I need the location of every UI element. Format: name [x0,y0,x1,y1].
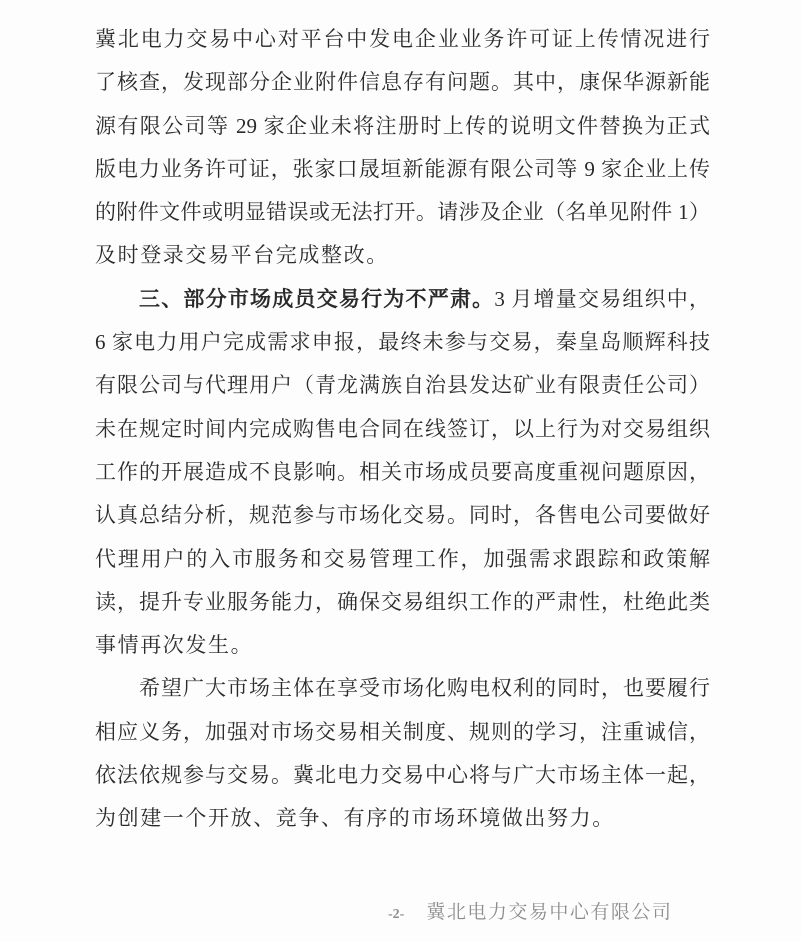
text-line [95,754,710,797]
text-line [95,364,710,407]
text-run: 了核查，发现部分企业附件信息存有问题。其中，康保华源新能 [95,70,710,95]
text-line-paragraph-end [95,624,710,667]
text-run: 依法依规参与交易。冀北电力交易中心将与广大市场主体一起， [95,763,710,788]
text-run: 源有限公司等 29 家企业未将注册时上传的说明文件替换为正式 [95,113,710,138]
text-line [95,18,710,61]
text-run: 版电力业务许可证，张家口晟垣新能源有限公司等 9 家企业上传 [95,156,710,181]
text-run: 希望广大市场主体在享受市场化购电权利的同时，也要履行 [139,676,710,701]
text-line [95,61,710,104]
text-line [95,321,710,364]
page-number: -2- [388,907,405,922]
text-run: 事情再次发生。 [95,633,254,658]
text-line-paragraph-end [95,797,710,840]
page-footer [388,897,672,924]
text-run: 代理用户的入市服务和交易管理工作，加强需求跟踪和政策解 [95,546,710,571]
text-run: 读，提升专业服务能力，确保交易组织工作的严肃性，杜绝此类 [95,589,710,614]
text-line [95,451,710,494]
text-run: 工作的开展造成不良影响。相关市场成员要高度重视问题原因， [95,459,710,484]
text-run: 相应义务，加强对市场交易相关制度、规则的学习，注重诚信， [95,719,710,744]
text-run: 6 家电力用户完成需求申报，最终未参与交易，秦皇岛顺辉科技 [95,330,710,355]
document-body [95,18,710,841]
text-run: 为创建一个开放、竞争、有序的市场环境做出努力。 [95,806,615,831]
text-line [95,408,710,451]
text-line [95,581,710,624]
text-line-paragraph-start [95,667,710,710]
text-run: 有限公司与代理用户（青龙满族自治县发达矿业有限责任公司） [95,373,710,398]
footer-company-name: 冀北电力交易中心有限公司 [426,902,673,923]
text-line [95,494,710,537]
text-run: 的附件文件或明显错误或无法打开。请涉及企业（名单见附件 1） [95,200,710,225]
text-run: 3 月增量交易组织中， [494,286,710,311]
text-line [95,711,710,754]
text-run: 认真总结分析，规范参与市场化交易。同时，各售电公司要做好 [95,503,710,528]
section-heading-line [95,278,710,321]
text-line [95,105,710,148]
text-line [95,538,710,581]
section-heading-bold: 三、部分市场成员交易行为不严肃。 [139,286,495,311]
text-line-paragraph-end [95,234,710,277]
text-run: 冀北电力交易中心对平台中发电企业业务许可证上传情况进行 [95,27,710,51]
text-run: 及时登录交易平台完成整改。 [95,243,389,268]
text-line [95,191,710,234]
text-run: 未在规定时间内完成购售电合同在线签订，以上行为对交易组织 [95,416,710,441]
text-line [95,148,710,191]
